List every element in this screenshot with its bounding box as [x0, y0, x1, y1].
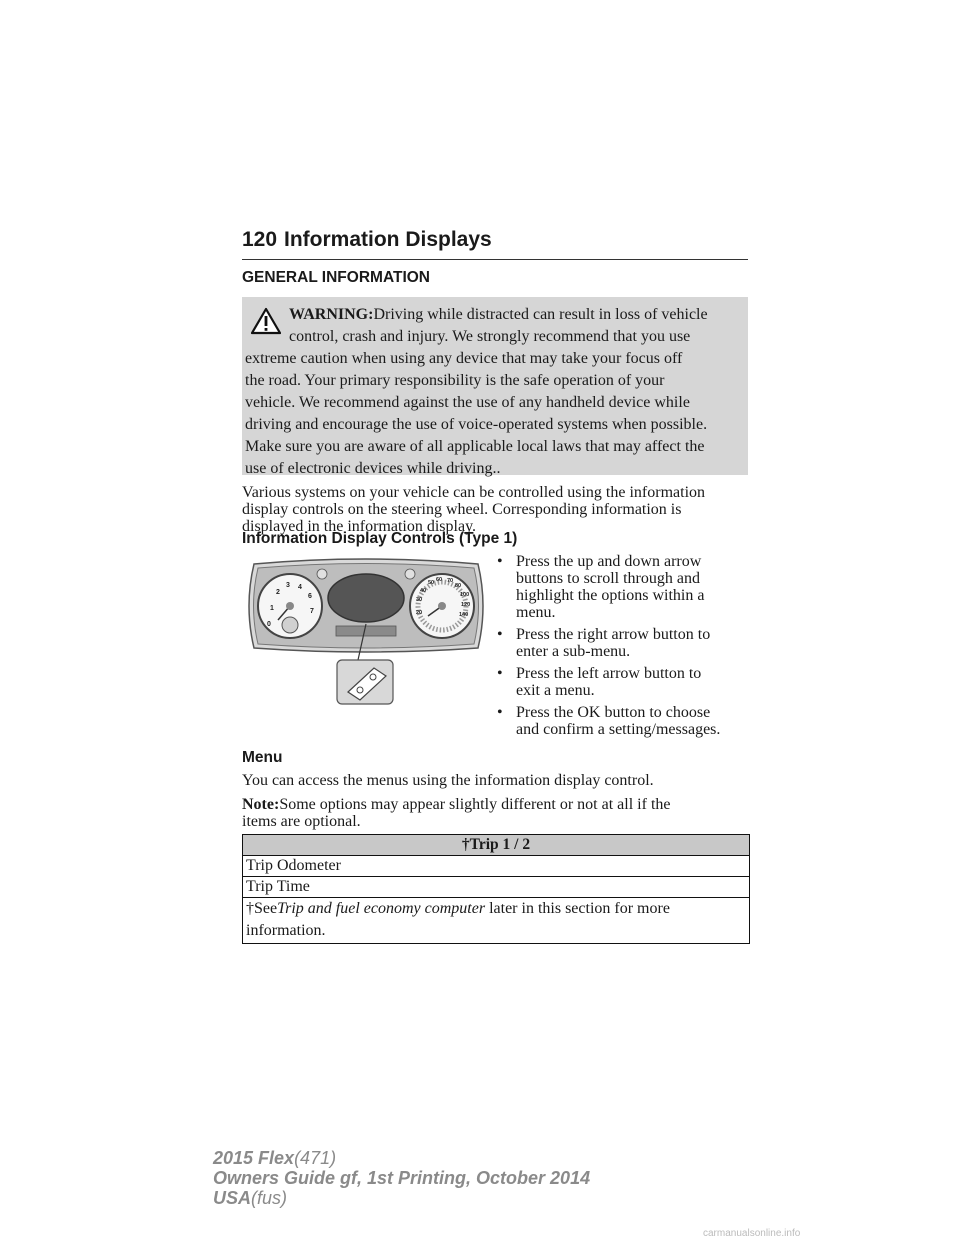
svg-text:50: 50: [428, 580, 435, 586]
bullet-line: Press the up and down arrow: [516, 553, 702, 570]
warning-label: WARNING:: [289, 306, 374, 323]
svg-text:2: 2: [276, 589, 280, 596]
footer-model-code: (471): [294, 1148, 337, 1168]
footnote-suffix: later in this section for more: [489, 900, 670, 917]
trip-table: [242, 834, 750, 944]
bullet-marker: •: [497, 626, 503, 643]
bullet-item: [516, 704, 748, 738]
watermark: carmanualsonline.info: [703, 1228, 801, 1239]
general-information-heading: GENERAL INFORMATION: [242, 269, 431, 286]
menu-heading: Menu: [242, 749, 283, 766]
footer-market-code: (fus): [251, 1188, 288, 1208]
svg-text:70: 70: [447, 578, 454, 584]
footer-line-2: Owners Guide gf, 1st Printing, October 2014: [213, 1168, 591, 1188]
bullet-line: menu.: [516, 604, 556, 621]
svg-text:7: 7: [310, 608, 314, 615]
warning-triangle-icon: [251, 307, 281, 335]
svg-text:60: 60: [436, 577, 443, 583]
table-footnote: [243, 898, 749, 943]
footnote-reference: Trip and fuel economy computer: [277, 900, 486, 917]
menu-note-line: [242, 796, 670, 813]
svg-text:3: 3: [286, 582, 290, 589]
header-rule: [242, 259, 748, 260]
note-text: Some options may appear slightly different or not at all if the: [279, 796, 671, 813]
svg-text:1: 1: [270, 605, 274, 612]
bullet-line: buttons to scroll through and: [516, 570, 700, 587]
bullet-item: [516, 665, 748, 699]
page-number: 120: [242, 228, 278, 251]
bullet-marker: •: [497, 704, 503, 721]
svg-text:6: 6: [308, 593, 312, 600]
warning-line: extreme caution when using any device that may take your focus off: [245, 350, 683, 367]
menu-text: You can access the menus using the information display control.: [242, 772, 654, 789]
footnote-line2: information.: [246, 922, 326, 939]
svg-text:140: 140: [459, 612, 469, 618]
footer-line-1: [213, 1148, 336, 1169]
warning-line: [289, 306, 708, 324]
bullet-marker: •: [497, 665, 503, 682]
warning-line: use of electronic devices while driving..: [245, 460, 501, 477]
section-title: Information Displays: [284, 228, 492, 251]
intro-line: Various systems on your vehicle can be controlled using the information: [242, 484, 706, 501]
bullet-line: and confirm a setting/messages.: [516, 721, 721, 738]
bullet-line: enter a sub-menu.: [516, 643, 631, 660]
menu-note-line: items are optional.: [242, 813, 361, 830]
bullet-line: Press the right arrow button to: [516, 626, 711, 643]
footer-model: 2015 Flex: [213, 1148, 295, 1168]
warning-line: vehicle. We recommend against the use of any handheld device while: [245, 394, 690, 411]
svg-text:40: 40: [420, 588, 427, 594]
warning-line-text: Driving while distracted can result in loss of vehicle: [373, 306, 708, 323]
svg-text:30: 30: [416, 597, 423, 603]
svg-text:80: 80: [455, 583, 462, 589]
footer-line-3: [213, 1188, 287, 1209]
svg-text:120: 120: [461, 602, 471, 608]
svg-text:100: 100: [460, 592, 470, 598]
warning-line: control, crash and injury. We strongly recommend that you use: [289, 328, 691, 345]
intro-line: displayed in the information display.: [242, 518, 477, 535]
bullet-marker: •: [497, 553, 503, 570]
bullet-line: exit a menu.: [516, 682, 595, 699]
bullet-item: [516, 553, 748, 621]
svg-text:0: 0: [267, 621, 271, 628]
footer-market: USA: [213, 1188, 252, 1208]
note-label: Note:: [242, 796, 280, 813]
table-header: †Trip 1 / 2: [243, 835, 749, 856]
svg-text:20: 20: [416, 610, 423, 616]
bullet-line: Press the left arrow button to: [516, 665, 702, 682]
warning-line: the road. Your primary responsibility is the safe operation of your: [245, 372, 665, 389]
warning-line: Make sure you are aware of all applicable local laws that may affect the: [245, 438, 705, 455]
bullet-line: highlight the options within a: [516, 587, 705, 604]
bullet-line: Press the OK button to choose: [516, 704, 711, 721]
warning-line: driving and encourage the use of voice-operated systems when possible.: [245, 416, 708, 433]
intro-line: display controls on the steering wheel. Corresponding information is: [242, 501, 682, 518]
footnote-prefix: †See: [246, 900, 278, 917]
instrument-cluster-illustration: [242, 556, 490, 706]
bullet-item: [516, 626, 748, 660]
svg-text:4: 4: [298, 584, 302, 591]
table-row: Trip Odometer: [243, 856, 749, 877]
table-row: Trip Time: [243, 877, 749, 898]
controls-heading: Information Display Controls (Type 1): [242, 530, 518, 547]
